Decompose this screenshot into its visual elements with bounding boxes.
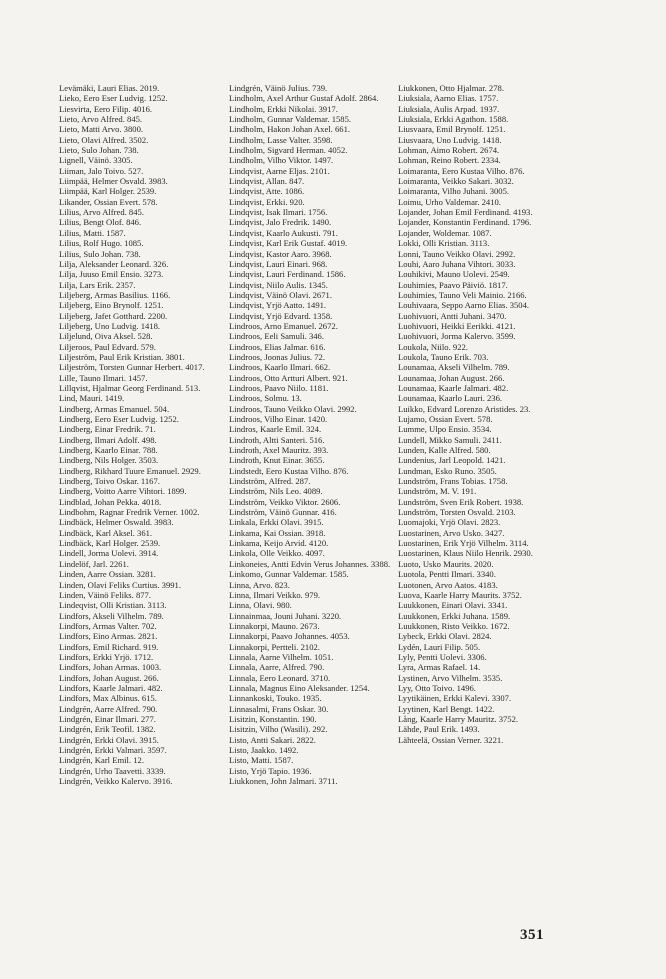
index-entry: Lindqvist, Lauri Einari. 968. [229, 258, 328, 269]
index-entry: Liljeström, Paul Erik Kristian. 3801. [59, 351, 185, 362]
index-entry: Lindholm, Gunnar Valdemar. 1585. [229, 114, 352, 125]
index-entry: Listo, Antti Sakari. 2822. [229, 734, 316, 745]
index-entry: Linden, Aarre Ossian. 3281. [59, 569, 156, 580]
index-entry: Lindgrén, Einar Ilmari. 277. [59, 713, 156, 724]
index-entry: Lillqvist, Hjalmar Georg Ferdinand. 513. [59, 382, 201, 393]
index-entry: Lindstedt, Eero Kustaa Vilho. 876. [229, 465, 349, 476]
index-entry: Lohman, Aimo Robert. 2674. [398, 145, 500, 156]
index-entry: Lindqvist, Atte. 1086. [229, 186, 305, 197]
index-entry: Lieko, Eero Eser Ludvig. 1252. [59, 93, 168, 104]
index-entry: Lindholm, Hakon Johan Axel. 661. [229, 124, 351, 135]
index-entry: Lindström, Nils Leo. 4089. [229, 486, 323, 497]
index-entry: Luohivuori, Heikki Eerikki. 4121. [398, 320, 516, 331]
index-entry: Lilja, Aleksander Leonard. 326. [59, 258, 169, 269]
index-entry: Lilius, Arvo Alfred. 845. [59, 207, 144, 218]
index-entry: Lindroos, Paavo Niilo. 1181. [229, 382, 329, 393]
index-entry: Lindroos, Tauno Veikko Olavi. 2992. [229, 403, 357, 414]
index-entry: Lindqvist, Isak Ilmari. 1756. [229, 207, 328, 218]
index-entry: Lindqvist, Niilo Aulis. 1345. [229, 279, 328, 290]
index-entry: Lundström, Frans Tobias. 1758. [398, 476, 508, 487]
index-entry: Lyly, Pentti Uolevi. 3306. [398, 651, 487, 662]
index-entry: Lybeck, Erkki Olavi. 2824. [398, 631, 492, 642]
index-entry: Lindberg, Kaarlo Einar. 788. [59, 445, 158, 456]
index-entry: Linnala, Aarne Vilhelm. 1051. [229, 651, 334, 662]
index-entry: Luomajoki, Yrjö Olavi. 2823. [398, 517, 501, 528]
index-entry: Lindqvist, Jalo Fredrik. 1490. [229, 217, 332, 228]
index-entry: Lindfors, Emil Richard. 919. [59, 641, 159, 652]
index-entry: Lilius, Sulo Johan. 738. [59, 248, 141, 259]
index-entry: Linden, Väinö Feliks. 877. [59, 589, 151, 600]
index-entry: Luukkonen, Einari Olavi. 3341. [398, 600, 508, 611]
index-entry: Loukola, Niilo. 922. [398, 341, 468, 352]
index-entry: Lindberg, Voitto Aarre Vihtori. 1899. [59, 486, 187, 497]
index-entry: Lohman, Reino Robert. 2334. [398, 155, 501, 166]
index-entry: Lonni, Tauno Veikko Olavi. 2992. [398, 248, 516, 259]
index-entry: Linkola, Olle Veikko. 4097. [229, 548, 325, 559]
index-entry: Liljelund, Oiva Aksel. 528. [59, 331, 153, 342]
index-entry: Lindberg, Nils Holger. 3503. [59, 455, 159, 466]
index-entry: Liljeberg, Armas Basilius. 1166. [59, 289, 171, 300]
index-entry: Lindroos, Vilho Einar. 1420. [229, 414, 328, 424]
index-entry: Lyra, Armas Rafael. 14. [398, 662, 481, 673]
index-entry: Luotonen, Arvo Aatos. 4183. [398, 579, 498, 590]
index-entry: Lydén, Lauri Filip. 505. [398, 641, 481, 652]
index-entry: Lindström, Alfred. 287. [229, 476, 311, 487]
index-entry: Linkoneies, Antti Edvin Verus Johannes. 3388. [229, 558, 391, 569]
index-entry: Lång, Kaarle Harry Mauritz. 3752. [398, 713, 519, 724]
index-entry: Luova, Kaarle Harry Maurits. 3752. [398, 589, 522, 600]
index-entry: Linnasalmi, Frans Oskar. 30. [229, 703, 329, 714]
index-entry: Lindgrén, Erkki Olavi. 3915. [59, 734, 159, 745]
index-entry: Lindholm, Lasse Valter. 3598. [229, 134, 333, 145]
index-entry: Lindberg, Ilmari Adolf. 498. [59, 434, 157, 445]
index-entry: Lindqvist, Lauri Ferdinand. 1586. [229, 269, 346, 280]
index-entry: Lindfors, Erkki Yrjö. 1712. [59, 651, 154, 662]
index-entry: Louhimies, Tauno Veli Mainio. 2166. [398, 289, 527, 300]
index-entry: Lindqvist, Väinö Olavi. 2671. [229, 289, 332, 300]
index-entry: Lindgrén, Erkki Valmari. 3597. [59, 745, 167, 755]
index-entry: Lumme, Ulpo Ensio. 3534. [398, 424, 492, 435]
index-entry: Lindström, Veikko Viktor. 2606. [229, 496, 341, 507]
index-entry: Linkomo, Gunnar Valdemar. 1585. [229, 569, 349, 580]
index-entry: Loimaranta, Veikko Sakari. 3032. [398, 176, 514, 187]
index-entry: Linnainmaa, Jouni Juhani. 3220. [229, 610, 342, 621]
index-entry: Linna, Ilmari Veikko. 979. [229, 589, 321, 600]
index-entry: Linnala, Magnus Eino Aleksander. 1254. [229, 682, 370, 693]
index-entry: Lojander, Konstantin Ferdinand. 1796. [398, 217, 532, 228]
index-entry: Liiman, Jalo Toivo. 527. [59, 165, 144, 176]
index-entry: Luukkonen, Risto Veikko. 1672. [398, 620, 510, 631]
index-entry: Louhivaara, Seppo Aarno Elias. 3504. [398, 300, 530, 311]
index-entry: Lieto, Olavi Alfred. 3502. [59, 134, 149, 145]
index-entry: Lounamaa, Kaarlo Lauri. 236. [398, 393, 503, 404]
index-entry: Lignell, Väinö. 3305. [59, 155, 133, 166]
index-entry: Lindgrén, Veikko Kalervo. 3916. [59, 776, 173, 787]
index-entry: Lindroos, Joonas Julius. 72. [229, 351, 325, 362]
index-entry: Lindqvist, Aarne Eljas. 2101. [229, 165, 330, 176]
index-entry: Lindgrén, Aarre Alfred. 790. [59, 703, 158, 714]
index-entry: Lilja, Juuso Emil Ensio. 3273. [59, 269, 164, 280]
index-entry: Lindroos, Otto Artturi Albert. 921. [229, 372, 348, 383]
index-entry: Luohivuori, Antti Juhani. 3470. [398, 310, 507, 321]
index-entry: Lindbohm, Ragnar Fredrik Verner. 1002. [59, 507, 200, 518]
index-entry: Liljeroos, Paul Edvard. 579. [59, 341, 156, 352]
index-entry: Lindqvist, Erkki. 920. [229, 196, 305, 207]
index-entry: Lindroos, Solmu. 13. [229, 393, 302, 404]
index-entry: Luoto, Usko Maurits. 2020. [398, 558, 494, 569]
index-entry: Liimpää, Karl Holger. 2539. [59, 186, 157, 197]
index-entry: Lindqvist, Yrjö Aatto. 1491. [229, 300, 327, 311]
index-entry: Lystinen, Arvo Vilhelm. 3535. [398, 672, 503, 683]
index-entry: Lähde, Paul Erik. 1493. [398, 724, 480, 735]
index-entry: Liljeberg, Jafet Gotthard. 2200. [59, 310, 168, 321]
index-entry: Loimaranta, Eero Kustaa Vilho. 876. [398, 165, 525, 176]
index-entry: Lundström, Sven Erik Robert. 1938. [398, 496, 524, 507]
index-entry: Lindqvist, Allan. 847. [229, 176, 305, 187]
index-entry: Luotola, Pentti Ilmari. 3340. [398, 569, 496, 580]
index-entry: Listo, Matti. 1587. [229, 755, 294, 766]
index-entry: Lilja, Lars Erik. 2357. [59, 279, 136, 290]
index-entry: Lokki, Olli Kristian. 3113. [398, 238, 490, 249]
index-entry: Linkama, Kai Ossian. 3918. [229, 527, 326, 538]
index-entry: Lindblad, Johan Pekka. 4018. [59, 496, 162, 507]
index-entry: Lindberg, Eero Eser Ludvig. 1252. [59, 414, 179, 424]
index-entry: Liljeberg, Uno Ludvig. 1418. [59, 320, 161, 331]
index-entry: Lundell, Mikko Samuli. 2411. [398, 434, 502, 445]
index-entry: Lindroos, Arno Emanuel. 2672. [229, 320, 338, 331]
index-entry: Lindfors, Kaarle Jalmari. 482. [59, 682, 163, 693]
index-entry: Luukkonen, Erkki Juhana. 1589. [398, 610, 511, 621]
index-column-1 [59, 83, 229, 786]
index-entry: Lindgrén, Urho Taavetti. 3339. [59, 765, 166, 776]
index-entry: Lindfors, Eino Armas. 2821. [59, 631, 158, 642]
index-entry: Lindbäck, Karl Holger. 2539. [59, 538, 161, 549]
index-entry: Linna, Arvo. 823. [229, 579, 290, 590]
index-entry: Lindeqvist, Olli Kristian. 3113. [59, 600, 167, 611]
index-entry: Lindholm, Axel Arthur Gustaf Adolf. 2864. [229, 93, 379, 104]
index-entry: Lille, Tauno Ilmari. 1457. [59, 372, 148, 383]
index-entry: Loimaranta, Vilho Juhani. 3005. [398, 186, 510, 197]
index-entry: Linnakorpi, Mauno. 2673. [229, 620, 320, 631]
index-entry: Louhi, Aaro Juhana Vihtori. 3033. [398, 258, 516, 269]
index-entry: Luohivuori, Jorma Kalervo. 3599. [398, 331, 516, 342]
index-entry: Linna, Olavi. 980. [229, 600, 292, 611]
index-entry: Lunden, Kalle Alfred. 580. [398, 445, 491, 456]
index-entry: Lindfors, Armas Valter. 702. [59, 620, 157, 631]
index-entry: Lindqvist, Kastor Aaro. 3968. [229, 248, 332, 259]
index-entry: Linnankoski, Touko. 1935. [229, 693, 322, 704]
index-entry: Lindfors, Johan Armas. 1003. [59, 662, 162, 673]
index-entry: Luostarinen, Arvo Usko. 3427. [398, 527, 505, 538]
index-entry: Lounamaa, Akseli Vilhelm. 789. [398, 362, 510, 373]
index-entry: Lyy, Otto Toivo. 1496. [398, 682, 476, 693]
index-entry: Liukkonen, John Jalmari. 3711. [229, 776, 338, 787]
index-entry: Liljeström, Torsten Gunnar Herbert. 4017. [59, 362, 205, 373]
index-entry: Lindqvist, Yrjö Edvard. 1358. [229, 310, 333, 321]
index-entry: Lindberg, Armas Emanuel. 504. [59, 403, 170, 414]
index-entry: Lindroth, Altti Santeri. 516. [229, 434, 325, 445]
index-entry: Levämäki, Lauri Elias. 2019. [59, 83, 160, 93]
index-entry: Listo, Yrjö Tapio. 1936. [229, 765, 312, 776]
index-entry: Liimpää, Helmer Osvald. 3983. [59, 176, 168, 187]
index-entry: Lilius, Bengt Olof. 846. [59, 217, 142, 228]
index-entry: Lindholm, Sigvard Herman. 4052. [229, 145, 348, 156]
index-entry: Linkala, Erkki Olavi. 3915. [229, 517, 324, 528]
index-entry: Linnakorpi, Paavo Johannes. 4053. [229, 631, 350, 642]
index-entry: Liukkonen, Otto Hjalmar. 278. [398, 83, 504, 93]
index-entry: Lindbäck, Helmer Oswald. 3983. [59, 517, 174, 528]
index-entry: Lindgrén, Väinö Julius. 739. [229, 83, 328, 93]
index-entry: Lindberg, Einar Fredrik. 71. [59, 424, 156, 435]
index-entry: Lindqvist, Karl Erik Gustaf. 4019. [229, 238, 348, 249]
index-entry: Lounamaa, Kaarle Jalmari. 482. [398, 382, 509, 393]
index-entry: Linden, Olavi Feliks Curtius. 3991. [59, 579, 181, 590]
index-entry: Liesvirta, Eero Filip. 4016. [59, 103, 153, 114]
index-entry: Loimu, Urho Valdemar. 2410. [398, 196, 501, 207]
index-entry: Lindgrén, Erik Teofil. 1382. [59, 724, 156, 735]
index-entry: Lindgrén, Karl Emil. 12. [59, 755, 144, 766]
index-entry: Lindroos, Eeli Samuli. 346. [229, 331, 325, 342]
index-entry: Lähteelä, Ossian Verner. 3221. [398, 734, 504, 745]
index-entry: Lindström, Väinö Gunnar. 416. [229, 507, 337, 518]
index-entry: Lindberg, Toivo Oskar. 1167. [59, 476, 160, 487]
index-entry: Lindroth, Axel Mauritz. 393. [229, 445, 329, 456]
index-entry: Listo, Jaakko. 1492. [229, 745, 299, 755]
index-entry: Lieto, Arvo Alfred. 845. [59, 114, 143, 125]
index-column-2 [229, 83, 397, 786]
index-entry: Lundström, M. V. 191. [398, 486, 477, 497]
index-entry: Louhikivi, Mauno Uolevi. 2549. [398, 269, 510, 280]
index-entry: Lundenius, Jarl Leopold. 1421. [398, 455, 506, 466]
index-entry: Lojander, Johan Emil Ferdinand. 4193. [398, 207, 533, 218]
index-entry: Lilius, Rolf Hugo. 1085. [59, 238, 144, 249]
index-entry: Lindroth, Knut Einar. 3655. [229, 455, 325, 466]
index-entry: Lyytinen, Karl Bengt. 1422. [398, 703, 495, 714]
index-entry: Lindfors, Max Albinus. 615. [59, 693, 157, 704]
index-entry: Louhimies, Paavo Päiviö. 1817. [398, 279, 508, 290]
index-entry: Likander, Ossian Evert. 578. [59, 196, 158, 207]
page-number: 351 [520, 927, 544, 943]
index-entry: Linkama, Keijo Arvid. 4120. [229, 538, 329, 549]
index-entry: Liusvaara, Uno Ludvig. 1418. [398, 134, 502, 145]
index-entry: Lindqvist, Kaarlo Aukusti. 791. [229, 227, 338, 238]
index-entry: Luostarinen, Erik Yrjö Vilhelm. 3114. [398, 538, 529, 549]
index-entry: Liusvaara, Emil Brynolf. 1251. [398, 124, 506, 135]
index-entry: Lisitzin, Konstantin. 190. [229, 713, 317, 724]
index-entry: Lindholm, Erkki Nikolai. 3917. [229, 103, 338, 114]
index-entry: Linnakorpi, Pertteli. 2102. [229, 641, 320, 652]
index-entry: Lyytikäinen, Erkki Kalevi. 3307. [398, 693, 512, 704]
index-entry: Lindell, Jorma Uolevi. 3914. [59, 548, 159, 559]
index-entry: Lindroos, Kaarlo Ilmari. 662. [229, 362, 331, 373]
index-entry: Luostarinen, Klaus Niilo Henrik. 2930. [398, 548, 533, 559]
index-entry: Liuksiala, Aulis Arpad. 1937. [398, 103, 500, 114]
index-entry: Lojander, Woldemar. 1087. [398, 227, 492, 238]
index-entry: Lieto, Sulo Johan. 738. [59, 145, 139, 156]
index-entry: Lindberg, Rikhard Tuure Emanuel. 2929. [59, 465, 201, 476]
index-column-3 [398, 83, 564, 745]
index-entry: Lujamo, Ossian Evert. 578. [398, 414, 493, 424]
index-entry: Lundman, Esko Runo. 3505. [398, 465, 497, 476]
index-entry: Lieto, Matti Arvo. 3800. [59, 124, 144, 135]
index-entry: Lindelöf, Jarl. 2261. [59, 558, 129, 569]
index-entry: Linnala, Eero Leonard. 3710. [229, 672, 331, 683]
index-entry: Lindholm, Vilho Viktor. 1497. [229, 155, 334, 166]
index-entry: Lounamaa, Johan August. 266. [398, 372, 505, 383]
index-entry: Liuksiala, Erkki Agathon. 1588. [398, 114, 509, 125]
index-entry: Lindros, Kaarle Emil. 324. [229, 424, 322, 435]
index-entry: Lisitzin, Vilho (Wasili). 292. [229, 724, 328, 735]
index-entry: Luikko, Edvard Lorenzo Aristides. 23. [398, 403, 531, 414]
index-entry: Lind, Mauri. 1419. [59, 393, 125, 404]
index-entry: Linnala, Aarre, Alfred. 790. [229, 662, 325, 673]
index-entry: Lindfors, Johan August. 266. [59, 672, 159, 683]
index-entry: Loukola, Tauno Erik. 703. [398, 351, 489, 362]
index-entry: Liuksiala, Aarno Elias. 1757. [398, 93, 499, 104]
index-entry: Lindbäck, Karl Aksel. 361. [59, 527, 153, 538]
index-entry: Lindfors, Akseli Vilhelm. 789. [59, 610, 164, 621]
index-entry: Lindroos, Elias Jalmar. 616. [229, 341, 326, 352]
index-entry: Lilius, Matti. 1587. [59, 227, 126, 238]
index-entry: Lundström, Torsten Osvald. 2103. [398, 507, 516, 518]
index-entry: Liljeberg, Eino Brynolf. 1251. [59, 300, 164, 311]
